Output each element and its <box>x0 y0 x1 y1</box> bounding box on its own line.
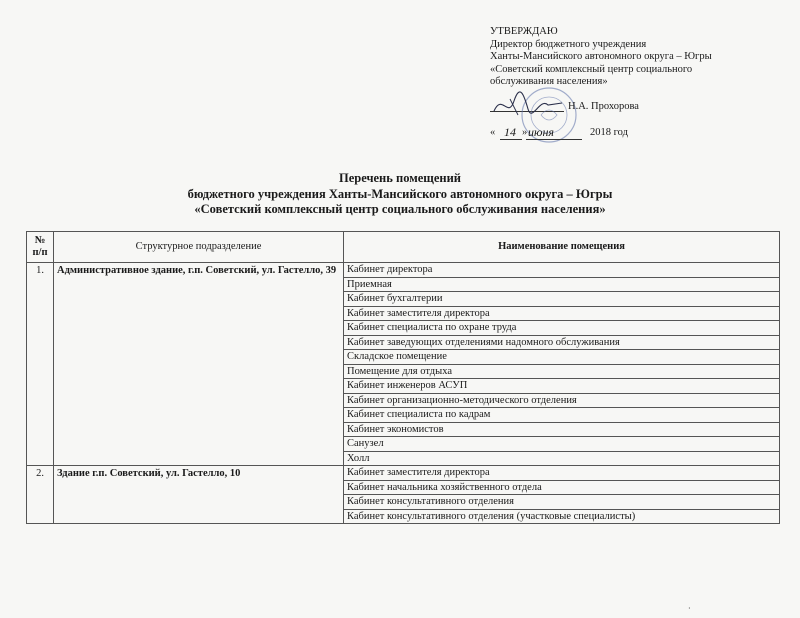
room-name-cell: Кабинет организационно-методического отделения <box>344 393 780 408</box>
room-name-cell: Кабинет заведующих отделениями надомного обслуживания <box>344 335 780 350</box>
approval-date <box>490 124 780 143</box>
approval-line-4: обслуживания населения» <box>490 76 608 87</box>
title-line-3: «Советский комплексный центр социального обслуживания населения» <box>194 202 606 216</box>
table-body <box>27 263 780 524</box>
header-dept: Структурное подразделение <box>54 232 344 263</box>
room-name-cell: Кабинет начальника хозяйственного отдела <box>344 480 780 495</box>
room-name-cell: Кабинет директора <box>344 263 780 278</box>
row-number: 2. <box>27 466 54 524</box>
date-day: 14 <box>504 124 516 139</box>
header-room: Наименование помещения <box>344 232 780 263</box>
date-year: 2018 год <box>590 126 628 138</box>
table-header-row <box>27 232 780 263</box>
room-name-cell: Кабинет заместителя директора <box>344 306 780 321</box>
signature-icon <box>490 91 570 121</box>
scan-mark: · <box>688 604 691 613</box>
room-name-cell: Приемная <box>344 277 780 292</box>
department-cell: Здание г.п. Советский, ул. Гастелло, 10 <box>54 466 344 524</box>
title-line-2: бюджетного учреждения Ханты-Мансийского автономного округа – Югры <box>187 186 613 201</box>
date-month: июня <box>528 124 554 139</box>
room-name-cell: Складское помещение <box>344 350 780 365</box>
approval-heading: УТВЕРЖДАЮ <box>490 26 558 37</box>
header-num: № п/п <box>27 232 54 263</box>
approval-block <box>490 26 780 143</box>
room-name-cell: Санузел <box>344 437 780 452</box>
table-row <box>27 466 780 481</box>
rooms-table <box>26 231 780 524</box>
document-title <box>0 171 800 218</box>
room-name-cell: Кабинет экономистов <box>344 422 780 437</box>
room-name-cell: Кабинет консультативного отделения <box>344 495 780 510</box>
signature-row <box>490 99 780 125</box>
room-name-cell: Кабинет специалиста по охране труда <box>344 321 780 336</box>
room-name-cell: Кабинет бухгалтерии <box>344 292 780 307</box>
title-line-1: Перечень помещений <box>339 171 461 185</box>
room-name-cell: Кабинет заместителя директора <box>344 466 780 481</box>
date-day-underline <box>500 139 522 140</box>
signatory-name: Н.А. Прохорова <box>568 100 639 112</box>
row-number: 1. <box>27 263 54 466</box>
date-quote-open: « <box>490 126 496 138</box>
approval-line-3: «Советский комплексный центр социального <box>490 63 693 75</box>
date-quote-close: » <box>522 126 528 138</box>
room-name-cell: Кабинет инженеров АСУП <box>344 379 780 394</box>
approval-line-1: Директор бюджетного учреждения <box>490 38 647 50</box>
room-name-cell: Кабинет специалиста по кадрам <box>344 408 780 423</box>
room-name-cell: Кабинет консультативного отделения (участковые специалисты) <box>344 509 780 524</box>
table-row <box>27 263 780 278</box>
room-name-cell: Холл <box>344 451 780 466</box>
approval-line-2: Ханты-Мансийского автономного округа – Югры <box>490 51 712 62</box>
room-name-cell: Помещение для отдыха <box>344 364 780 379</box>
date-month-underline <box>526 139 582 140</box>
department-cell: Административное здание, г.п. Советский, ул. Гастелло, 39 <box>54 263 344 466</box>
